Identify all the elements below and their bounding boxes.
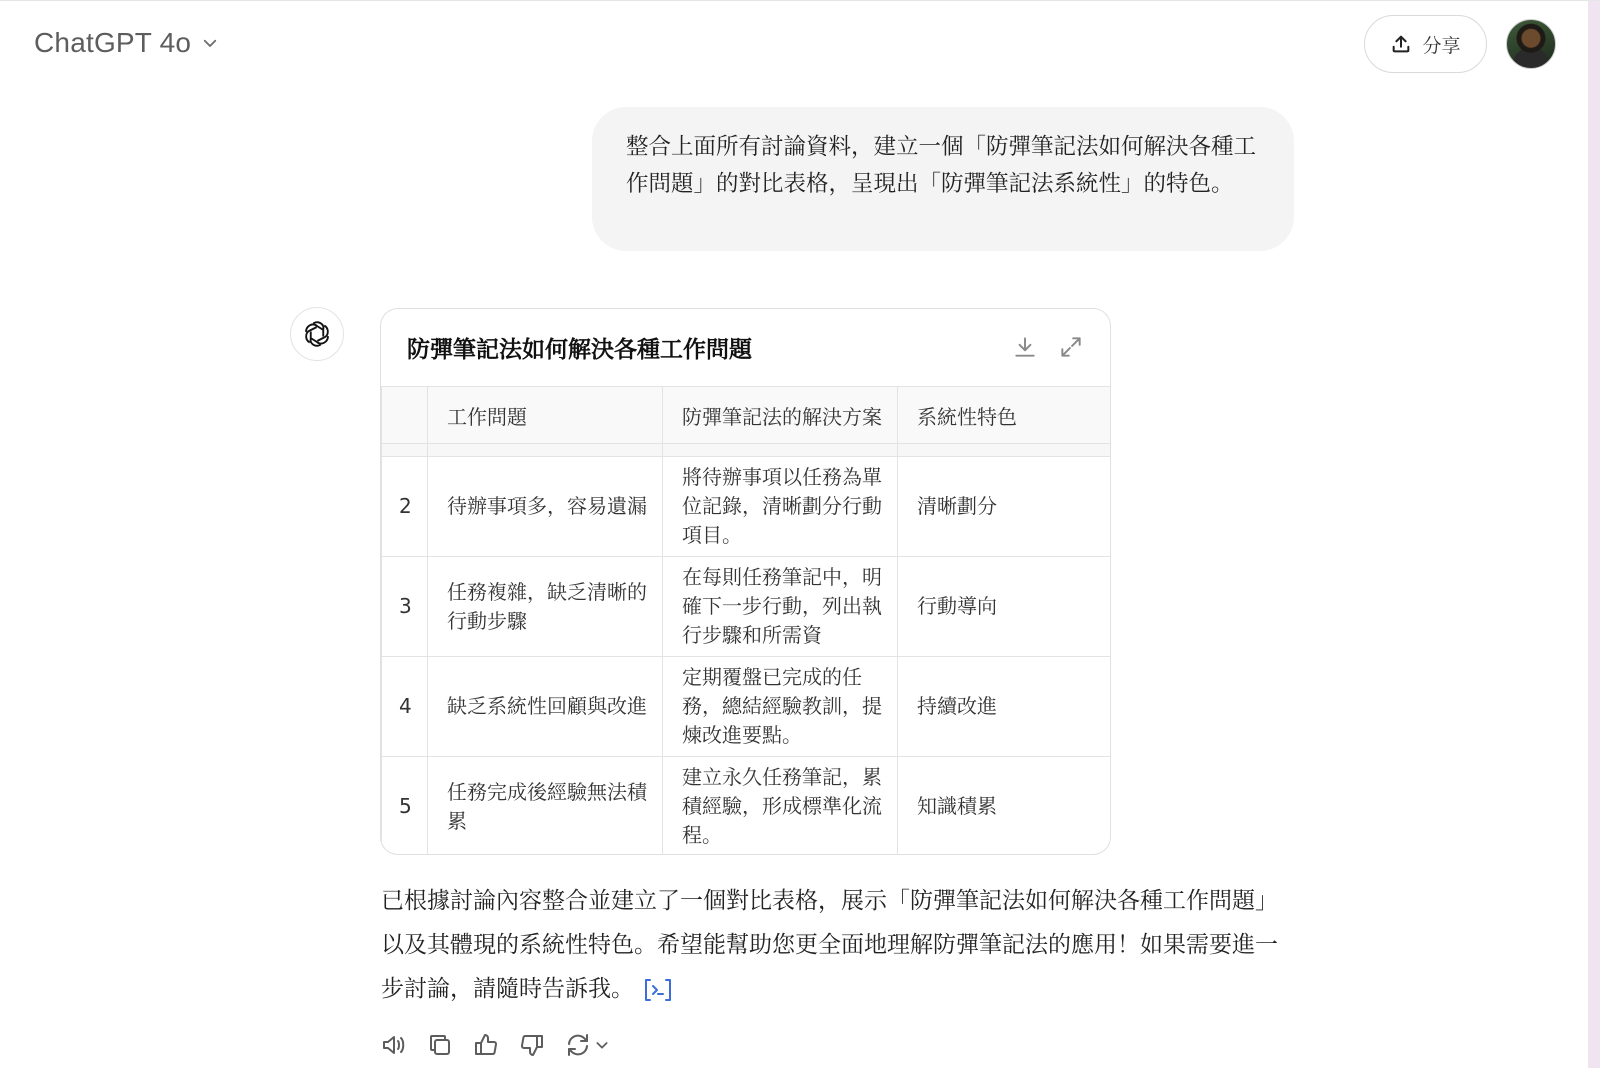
assistant-avatar <box>290 307 344 361</box>
message-actions <box>380 1031 610 1059</box>
column-header[interactable]: 系統性特色 <box>898 387 1112 444</box>
read-aloud-icon[interactable] <box>380 1031 408 1059</box>
problem-cell: 任務複雜，缺乏清晰的行動步驟 <box>428 557 663 657</box>
row-number: 3 <box>382 557 428 657</box>
thumbs-up-icon[interactable] <box>472 1031 500 1059</box>
chevron-down-icon <box>594 1037 610 1053</box>
answer-text: 已根據討論內容整合並建立了一個對比表格，展示「防彈筆記法如何解決各種工作問題」以及其體現的系統性特色。希望能幫助您更全面地理解防彈筆記法的應用！如果需要進一步討論，請隨時告訴我。 <box>381 888 1278 1002</box>
copy-icon[interactable] <box>426 1031 454 1059</box>
user-message-bubble: 整合上面所有討論資料，建立一個「防彈筆記法如何解決各種工作問題」的對比表格，呈現出「防彈筆記法系統性」的特色。 <box>592 107 1294 251</box>
row-number: 5 <box>382 757 428 856</box>
table-row <box>382 557 1112 657</box>
expand-icon[interactable] <box>1058 334 1084 360</box>
table-title: 防彈筆記法如何解決各種工作問題 <box>407 337 752 363</box>
citation-icon[interactable] <box>642 977 674 1003</box>
column-header[interactable]: 工作問題 <box>428 387 663 444</box>
solution-cell <box>663 657 898 757</box>
regenerate-button[interactable] <box>564 1031 610 1059</box>
solution-cell <box>663 457 898 557</box>
solution-text: 建立永久任務筆記，累積經驗，形成標準化流程。 <box>682 765 882 847</box>
table-row <box>382 757 1112 856</box>
table-header-row <box>382 387 1112 444</box>
table-row <box>382 457 1112 557</box>
row-number: 2 <box>382 457 428 557</box>
model-name: ChatGPT 4o <box>34 27 192 58</box>
regenerate-icon <box>564 1031 592 1059</box>
solution-cell <box>663 557 898 657</box>
table-card-header <box>381 309 1110 386</box>
share-button[interactable] <box>1364 15 1487 73</box>
comparison-table <box>381 386 1111 855</box>
table-row-partial <box>382 444 1112 457</box>
feature-cell: 知識積累 <box>898 757 1112 856</box>
share-label: 分享 <box>1422 34 1461 57</box>
solution-text: 在每則任務筆記中，明確下一步行動，列出執行步驟和所需資 <box>682 565 882 647</box>
download-icon[interactable] <box>1012 334 1038 360</box>
column-header[interactable] <box>382 387 428 444</box>
problem-cell: 缺乏系統性回顧與改進 <box>428 657 663 757</box>
solution-text: 定期覆盤已完成的任務，總結經驗教訓，提煉改進要點。 <box>682 665 882 747</box>
avatar[interactable] <box>1506 19 1556 69</box>
assistant-answer <box>381 879 1281 1011</box>
table-row <box>382 657 1112 757</box>
share-icon <box>1390 33 1412 55</box>
chevron-down-icon <box>201 34 219 52</box>
column-header[interactable]: 防彈筆記法的解決方案 <box>663 387 898 444</box>
openai-logo-icon <box>302 319 332 349</box>
problem-cell: 待辦事項多，容易遺漏 <box>428 457 663 557</box>
problem-cell: 任務完成後經驗無法積累 <box>428 757 663 856</box>
window-edge-strip <box>1588 1 1600 1068</box>
feature-cell: 行動導向 <box>898 557 1112 657</box>
row-number: 4 <box>382 657 428 757</box>
feature-cell: 清晰劃分 <box>898 457 1112 557</box>
table-card <box>380 308 1111 855</box>
solution-cell <box>663 757 898 856</box>
solution-text: 將待辦事項以任務為單位記錄，清晰劃分行動項目。 <box>682 465 882 547</box>
thumbs-down-icon[interactable] <box>518 1031 546 1059</box>
model-switcher[interactable] <box>34 27 219 59</box>
feature-cell: 持續改進 <box>898 657 1112 757</box>
